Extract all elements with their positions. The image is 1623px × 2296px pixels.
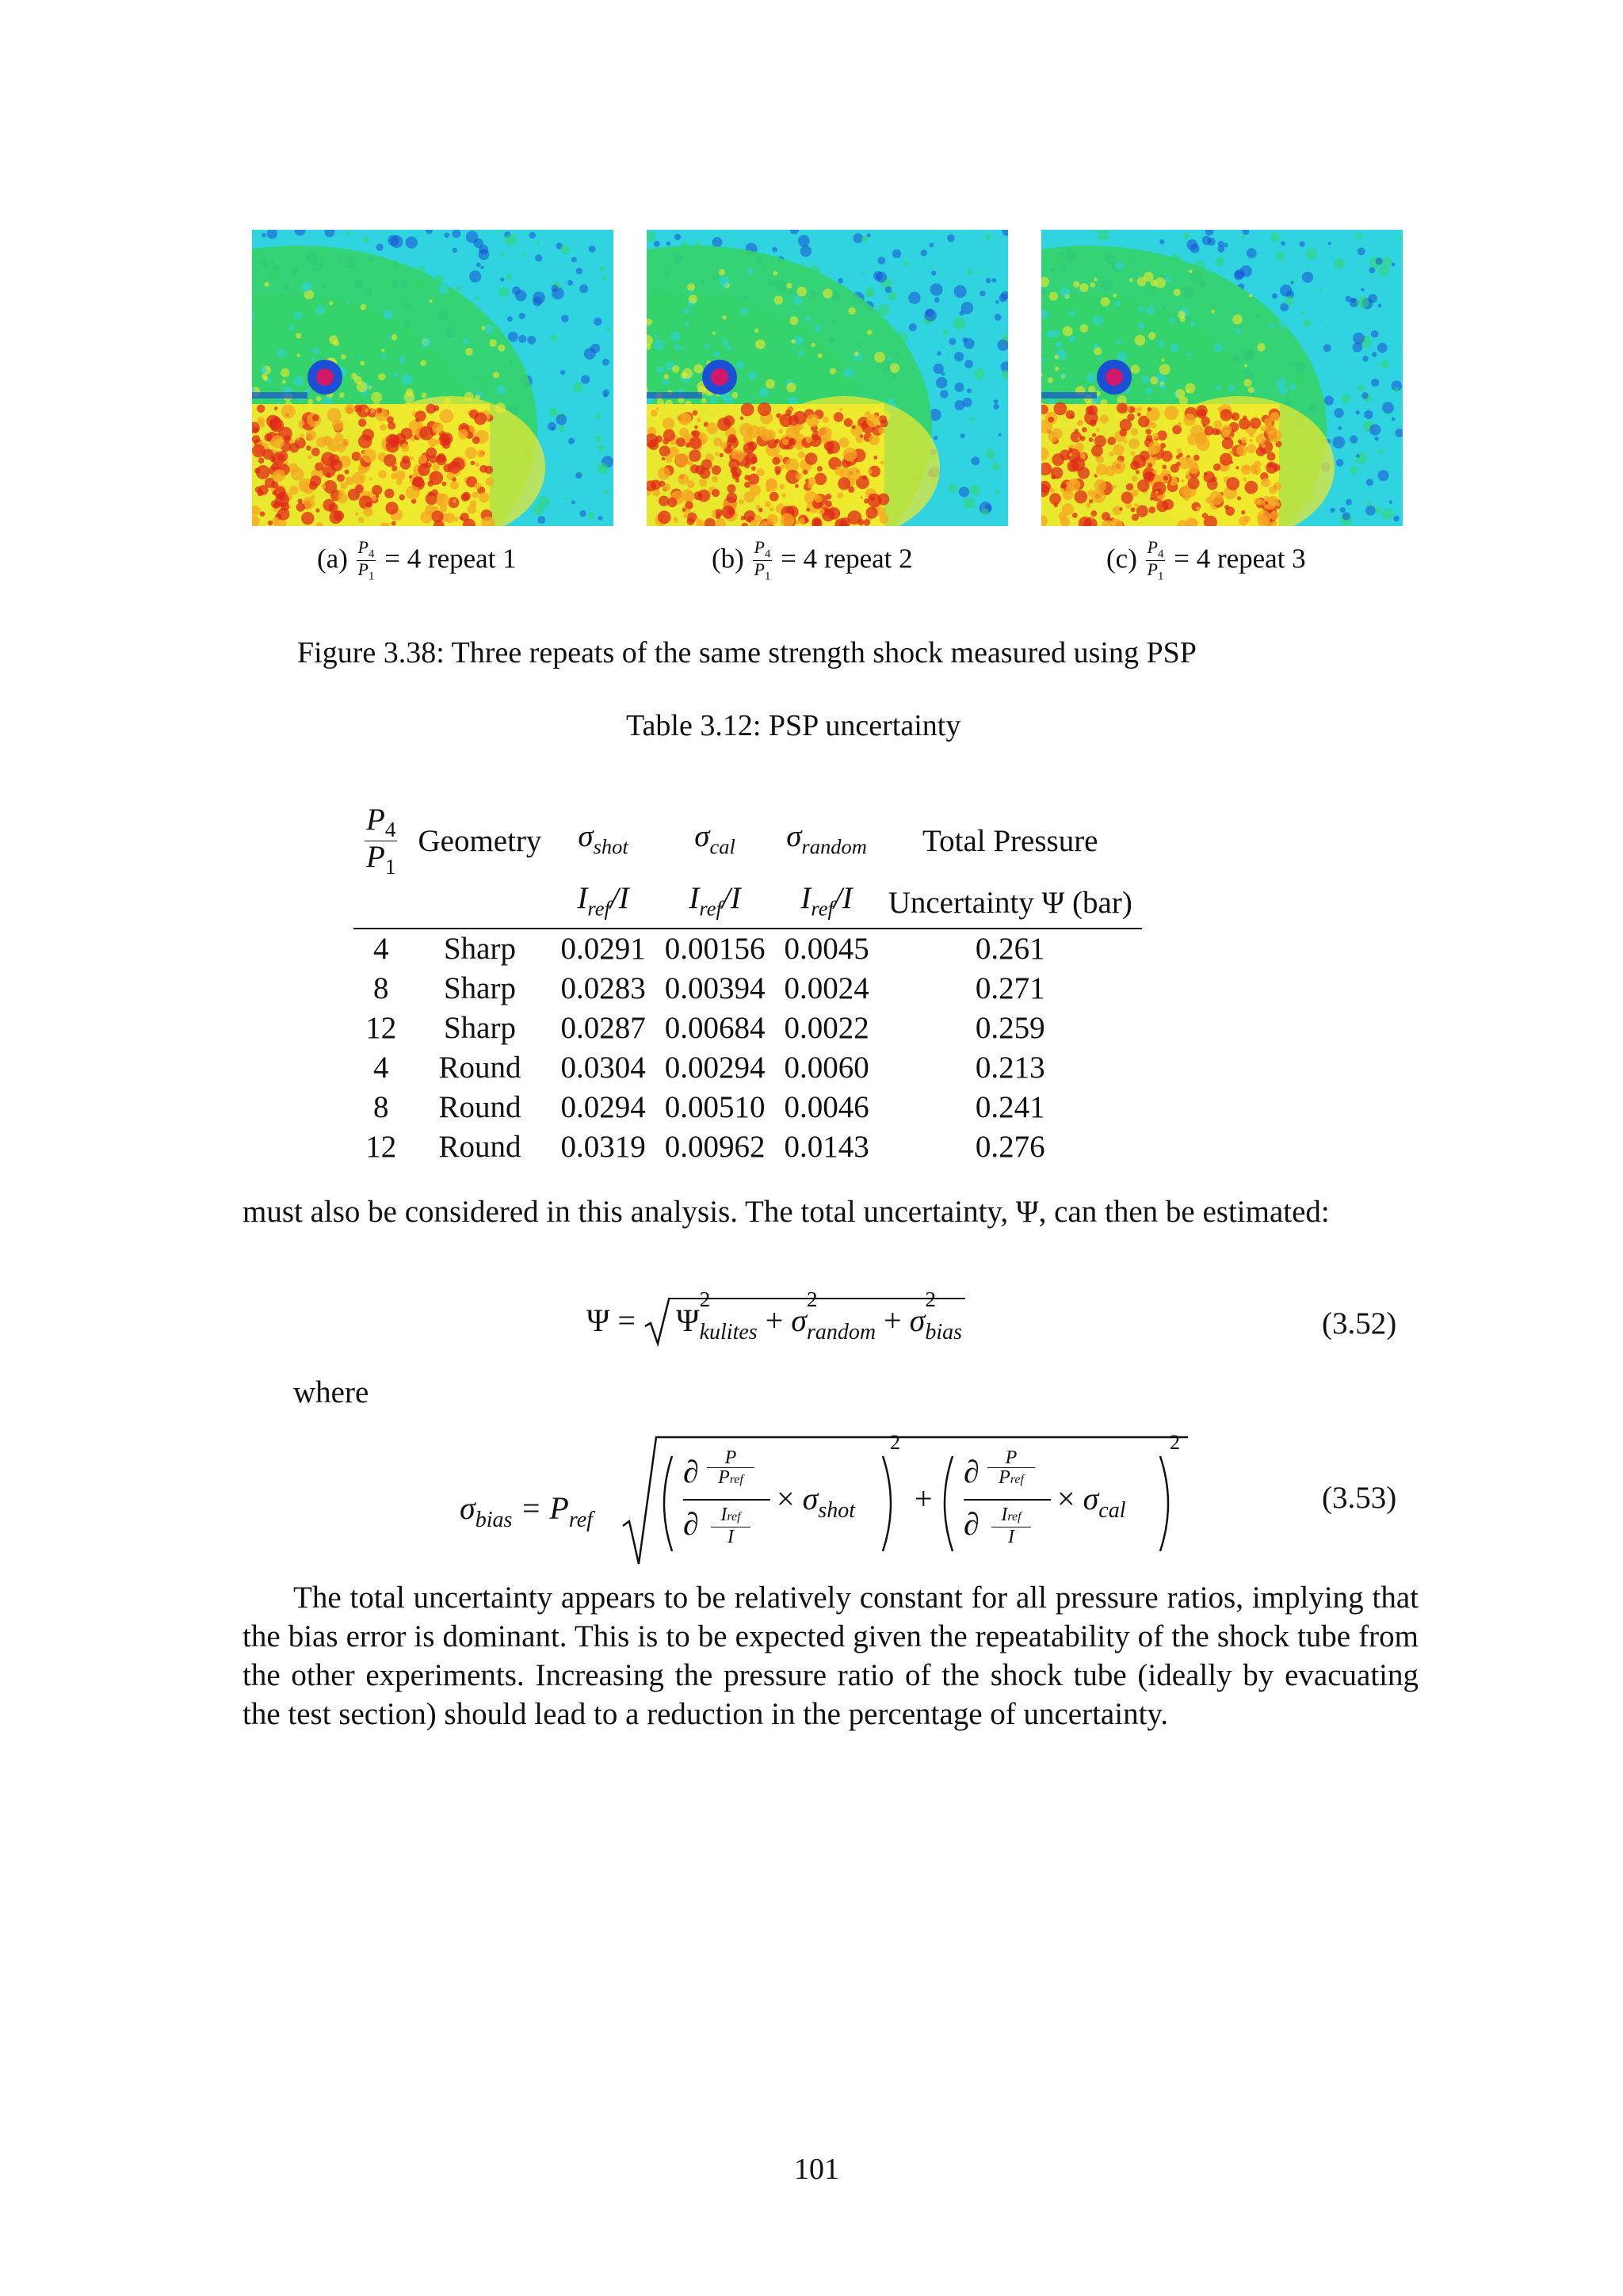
table-cell: Round <box>438 1090 521 1125</box>
table-cell: Round <box>438 1051 521 1085</box>
table-cell: 0.00156 <box>664 932 766 967</box>
psp-image-repeat-1 <box>252 230 613 526</box>
table-cell: 0.0143 <box>784 1130 869 1165</box>
table-cell: 0.0287 <box>560 1011 646 1046</box>
header-units-shot: $I_{ref}/I$ <box>551 879 655 929</box>
table-cell: 0.241 <box>975 1090 1045 1125</box>
header-geometry: Geometry <box>418 823 542 858</box>
table-row <box>353 1009 1142 1048</box>
table-cell: Round <box>438 1130 521 1165</box>
table-cell: 0.0291 <box>560 932 646 967</box>
figure-caption: Figure 3.38: Three repeats of the same strength shock measured using PSP <box>297 636 1197 669</box>
table-row <box>353 969 1142 1009</box>
psp-uncertainty-table <box>353 804 1142 1167</box>
paragraph-conclusion: The total uncertainty appears to be relatively constant for all pressure ratios, implying that the bias error is dominant. This is to be expected given the repeatability of the shock tube from the other experiments. Increasing the pressure ratio of the shock tube (ideally by evacuating the test section) should lead to a reduction in the percentage of uncertainty. <box>242 1581 1419 1731</box>
table-cell: Sharp <box>443 971 516 1006</box>
table-cell: 4 <box>372 1051 389 1085</box>
equation-number-3-53: (3.53) <box>1322 1481 1397 1515</box>
subfigure-caption-a: (a) $\frac{P_4}{P_1}$ = 4 repeat 1 <box>317 538 517 583</box>
table-cell: 0.259 <box>975 1011 1045 1046</box>
table-row <box>353 1127 1142 1167</box>
header-sigma-cal: $\sigma_{cal}$ <box>694 818 735 859</box>
table-row <box>353 1048 1142 1088</box>
table-cell: 8 <box>372 1090 389 1125</box>
where-text: where <box>293 1375 369 1409</box>
table-cell: Sharp <box>443 1011 516 1046</box>
table-cell: 0.0319 <box>560 1130 646 1165</box>
header-sigma-shot: $\sigma_{shot}$ <box>578 818 628 859</box>
header-units-cal: $I_{ref}/I$ <box>655 879 775 929</box>
table-cell: 0.0024 <box>784 971 869 1006</box>
equation-number-3-52: (3.52) <box>1322 1306 1397 1341</box>
paragraph-intro: must also be considered in this analysis. The total uncertainty, Ψ, can then be estimated: <box>242 1195 1330 1229</box>
header-units-random: $I_{ref}/I$ <box>774 879 878 929</box>
table-cell: 0.0022 <box>784 1011 869 1046</box>
psp-image-repeat-2 <box>647 230 1008 526</box>
header-pressure-ratio: $\frac{P_4}{P_1}$ <box>366 803 396 879</box>
psp-image-repeat-3 <box>1041 230 1403 526</box>
table-cell: 0.0304 <box>560 1051 646 1085</box>
sqrt-sign <box>643 1298 670 1347</box>
table-cell: 0.00684 <box>664 1011 766 1046</box>
subfigure-caption-c: (c) $\frac{P_4}{P_1}$ = 4 repeat 3 <box>1106 538 1306 583</box>
subfigure-caption-b: (b) $\frac{P_4}{P_1}$ = 4 repeat 2 <box>712 538 913 583</box>
table-cell: 0.00510 <box>664 1090 766 1125</box>
equation-3-53: $\sigma_{bias} = P_{ref}$ ∂ P Pref ∂ Iref I × $\sigma_{shot}$ 2 + ∂ P Pref ∂ Iref I × $\sigma_{cal}$ 2 <box>460 1432 1189 1567</box>
table-cell: 0.271 <box>975 971 1045 1006</box>
table-cell: 0.0046 <box>784 1090 869 1125</box>
header-uncertainty: Uncertainty Ψ (bar) <box>879 879 1142 929</box>
table-cell: 0.0045 <box>784 932 869 967</box>
header-total-pressure: Total Pressure <box>922 823 1098 858</box>
table-cell: 0.00394 <box>664 971 766 1006</box>
table-cell: 0.261 <box>975 932 1045 967</box>
table-cell: 4 <box>372 932 389 967</box>
table-cell: 0.213 <box>975 1051 1045 1085</box>
page-number: 101 <box>794 2153 839 2186</box>
table-row <box>353 929 1142 969</box>
table-cell: 0.276 <box>975 1130 1045 1165</box>
table-cell: 0.00294 <box>664 1051 766 1085</box>
table-row <box>353 1088 1142 1127</box>
table-cell: 0.0060 <box>784 1051 869 1085</box>
table-cell: Sharp <box>443 932 516 967</box>
equation-3-52: Ψ = Ψ 2 $_{kulites}$ + σ 2 $_{random}$ + σ 2 $_{bias}$ <box>586 1298 965 1347</box>
table-caption: Table 3.12: PSP uncertainty <box>626 709 961 742</box>
table-cell: 12 <box>365 1011 397 1046</box>
table-cell: 12 <box>365 1130 397 1165</box>
table-cell: 8 <box>372 971 389 1006</box>
table-cell: 0.0294 <box>560 1090 646 1125</box>
header-sigma-random: $\sigma_{random}$ <box>786 818 867 859</box>
table-cell: 0.00962 <box>664 1130 766 1165</box>
table-cell: 0.0283 <box>560 971 646 1006</box>
